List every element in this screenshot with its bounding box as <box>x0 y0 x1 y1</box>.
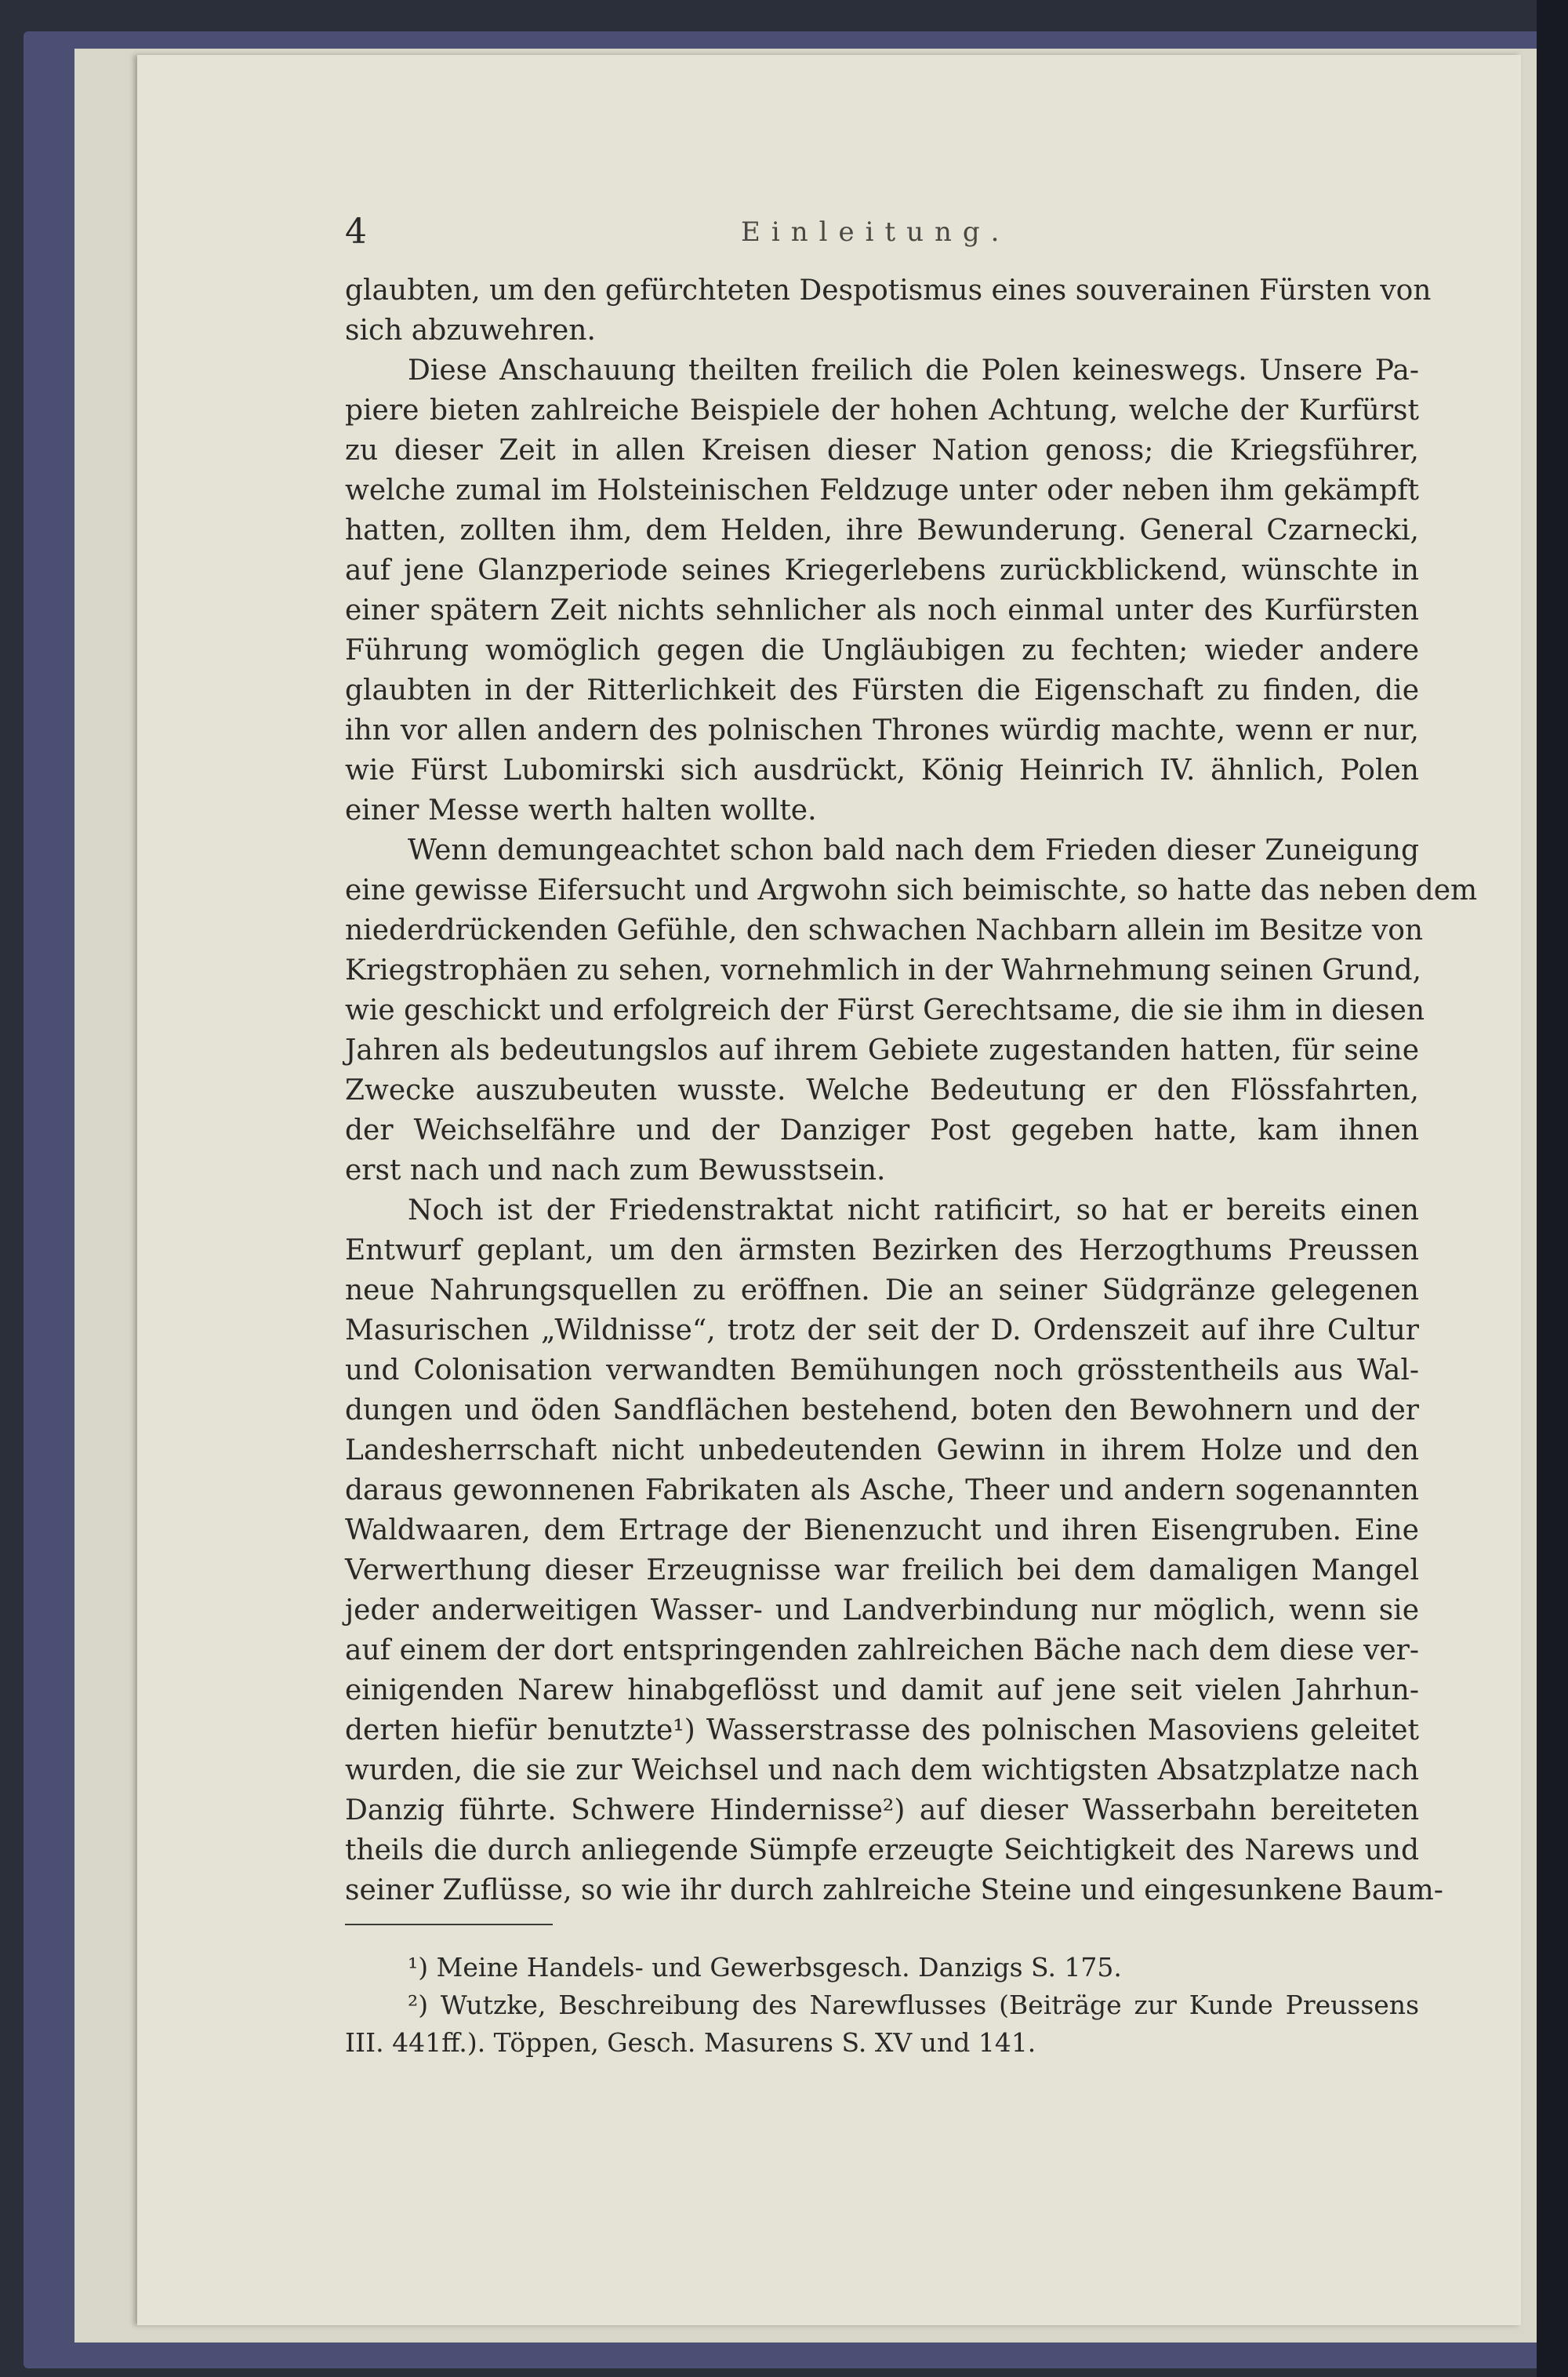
text-line: eine gewisse Eifersucht und Argwohn sich beimischte, so hatte das neben dem <box>345 874 1478 907</box>
text-line: auf jene Glanzperiode seines Kriegerlebens zurückblickend, wünschte in <box>345 554 1419 587</box>
text-line: Waldwaaren, dem Ertrage der Bienenzucht und ihren Eisengruben. Eine <box>345 1514 1419 1547</box>
text-line: daraus gewonnenen Fabrikaten als Asche, Theer und andern sogenannten <box>345 1474 1419 1507</box>
text-line: Kriegstrophäen zu sehen, vornehmlich in der Wahrnehmung seinen Grund, <box>345 954 1421 987</box>
text-line: Noch ist der Friedenstraktat nicht ratificirt, so hat er bereits einen <box>408 1194 1419 1227</box>
text-line: jeder anderweitigen Wasser- und Landverbindung nur möglich, wenn sie <box>345 1594 1419 1626</box>
scan-edge <box>1537 0 1568 2377</box>
text-line: Verwerthung dieser Erzeugnisse war freilich bei dem damaligen Mangel <box>345 1554 1419 1586</box>
text-line: Danzig führte. Schwere Hindernisse²) auf dieser Wasserbahn bereiteten <box>345 1794 1419 1826</box>
text-line: sich abzuwehren. <box>345 314 596 347</box>
text-line: Landesherrschaft nicht unbedeutenden Gewinn in ihrem Holze und den <box>345 1434 1419 1467</box>
text-line: seiner Zuflüsse, so wie ihr durch zahlreiche Steine und eingesunkene Baum- <box>345 1874 1443 1906</box>
footnote-line: ²) Wutzke, Beschreibung des Narewflusses (Beiträge zur Kunde Preussens <box>408 1990 1419 2020</box>
text-line: Entwurf geplant, um den ärmsten Bezirken des Herzogthums Preussen <box>345 1234 1419 1267</box>
text-line: auf einem der dort entspringenden zahlreichen Bäche nach dem diese ver- <box>345 1634 1419 1666</box>
body-text <box>345 271 1478 1910</box>
page-header <box>345 212 1427 259</box>
text-line: einer Messe werth halten wollte. <box>345 794 817 827</box>
text-line: dungen und öden Sandflächen bestehend, boten den Bewohnern und der <box>345 1394 1419 1427</box>
text-line: Zwecke auszubeuten wusste. Welche Bedeutung er den Flössfahrten, <box>345 1074 1419 1107</box>
text-line: Diese Anschauung theilten freilich die Polen keineswegs. Unsere Pa- <box>408 354 1419 387</box>
text-line: glaubten, um den gefürchteten Despotismus eines souverainen Fürsten von <box>345 274 1432 307</box>
text-line: piere bieten zahlreiche Beispiele der hohen Achtung, welche der Kurfürst <box>345 394 1419 427</box>
text-line: welche zumal im Holsteinischen Feldzuge unter oder neben ihm gekämpft <box>345 474 1419 507</box>
text-line: theils die durch anliegende Sümpfe erzeugte Seichtigkeit des Narews und <box>345 1834 1419 1866</box>
text-line: hatten, zollten ihm, dem Helden, ihre Bewunderung. General Czarnecki, <box>345 514 1419 547</box>
text-line: wie Fürst Lubomirski sich ausdrückt, König Heinrich IV. ähnlich, Polen <box>345 754 1419 787</box>
text-line: erst nach und nach zum Bewusstsein. <box>345 1154 886 1187</box>
text-line: neue Nahrungsquellen zu eröffnen. Die an seiner Südgränze gelegenen <box>345 1274 1419 1307</box>
page-number: 4 <box>345 212 367 252</box>
text-line: wie geschickt und erfolgreich der Fürst Gerechtsame, die sie ihm in diesen <box>345 994 1425 1027</box>
text-line: der Weichselfähre und der Danziger Post gegeben hatte, kam ihnen <box>345 1114 1419 1147</box>
text-line: einigenden Narew hinabgeflösst und damit auf jene seit vielen Jahrhun- <box>345 1674 1419 1706</box>
footnote-line: ¹) Meine Handels- und Gewerbsgesch. Danzigs S. 175. <box>408 1952 1122 1983</box>
text-line: glaubten in der Ritterlichkeit des Fürsten die Eigenschaft zu finden, die <box>345 674 1419 707</box>
running-title: Einleitung. <box>741 216 1011 248</box>
text-line: niederdrückenden Gefühle, den schwachen Nachbarn allein im Besitze von <box>345 914 1424 947</box>
footnote-line: III. 441ff.). Töppen, Gesch. Masurens S. XV und 141. <box>345 2027 1036 2058</box>
text-line: ihn vor allen andern des polnischen Thrones würdig machte, wenn er nur, <box>345 714 1419 747</box>
text-line: zu dieser Zeit in allen Kreisen dieser Nation genoss; die Kriegsführer, <box>345 434 1419 467</box>
text-line: Wenn demungeachtet schon bald nach dem Frieden dieser Zuneigung <box>408 834 1419 867</box>
text-line: einer spätern Zeit nichts sehnlicher als noch einmal unter des Kurfürsten <box>345 594 1419 627</box>
text-line: derten hiefür benutzte¹) Wasserstrasse des polnischen Masoviens geleitet <box>345 1714 1419 1746</box>
text-line: und Colonisation verwandten Bemühungen noch grösstentheils aus Wal- <box>345 1354 1419 1387</box>
footnote-divider <box>345 1924 553 1925</box>
text-line: Masurischen „Wildnisse“, trotz der seit der D. Ordenszeit auf ihre Cultur <box>345 1314 1419 1347</box>
text-line: wurden, die sie zur Weichsel und nach dem wichtigsten Absatzplatze nach <box>345 1754 1419 1786</box>
text-line: Jahren als bedeutungslos auf ihrem Gebiete zugestanden hatten, für seine <box>345 1034 1419 1067</box>
text-line: Führung womöglich gegen die Ungläubigen zu fechten; wieder andere <box>345 634 1419 667</box>
footnotes <box>345 1949 1419 2062</box>
